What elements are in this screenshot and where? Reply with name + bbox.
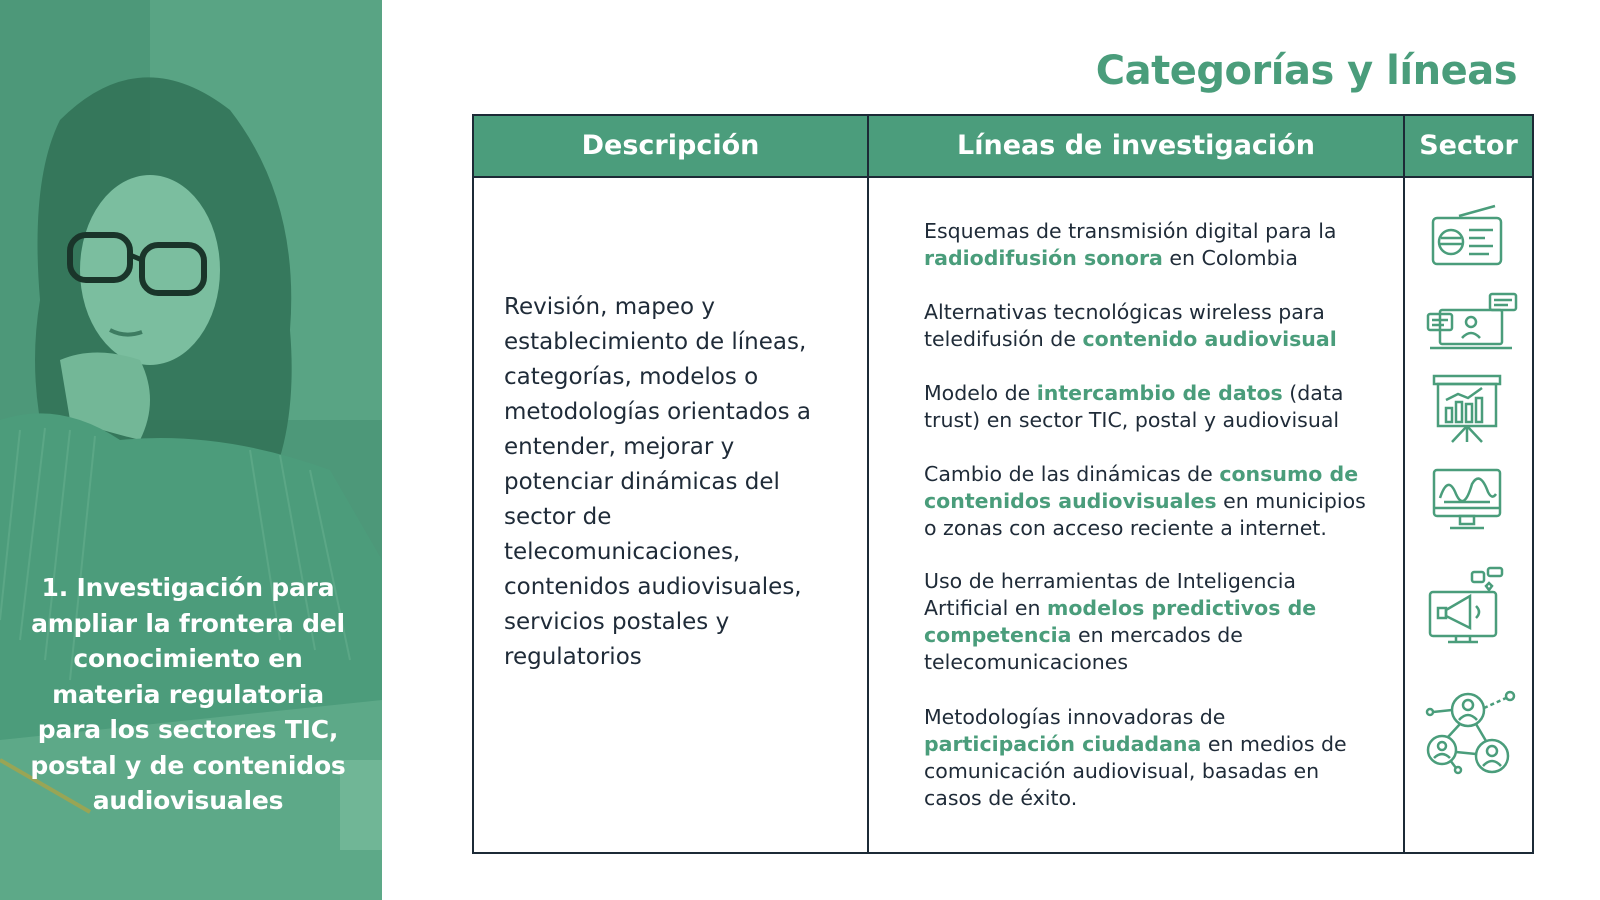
radio-icon xyxy=(1429,204,1505,268)
column-divider xyxy=(1403,116,1405,852)
column-divider xyxy=(867,116,869,852)
categories-table xyxy=(472,114,1534,854)
header-description: Descripción xyxy=(581,130,760,161)
header-research-lines: Líneas de investigación xyxy=(957,130,1315,161)
people-network-icon xyxy=(1424,690,1516,782)
table-header xyxy=(474,116,1532,178)
research-line: Uso de herramientas de Inteligencia Artificial en modelos predictivos de competencia en mercados de telecomunicaciones xyxy=(924,569,1317,674)
hero-photo-panel xyxy=(0,0,382,900)
monitor-wave-icon xyxy=(1432,468,1502,534)
research-line: Modelo de intercambio de datos (data trust) en sector TIC, postal y audiovisual xyxy=(924,381,1344,432)
research-line: Metodologías innovadoras de participación ciudadana en medios de comunicación audiovisual, basadas en casos de éxito. xyxy=(924,705,1347,810)
presentation-chart-icon xyxy=(1432,374,1502,444)
research-line: Alternativas tecnológicas wireless para teledifusión de contenido audiovisual xyxy=(924,300,1337,351)
research-line: Cambio de las dinámicas de consumo de contenidos audiovisuales en municipios o zonas con acceso reciente a internet. xyxy=(924,462,1366,540)
laptop-chat-icon xyxy=(1424,292,1518,352)
page-title: Categorías y líneas xyxy=(1095,48,1517,94)
header-sector: Sector xyxy=(1419,130,1518,161)
description-text: Revisión, mapeo y establecimiento de líneas, categorías, modelos o metodologías orientados a entender, mejorar y potenciar dinámicas del sector de telecomunicaciones, contenidos audiovisuales, servicios postales y regulatorios xyxy=(504,294,811,670)
section-title: 1. Investigación para ampliar la frontera del conocimiento en materia regulatoria para los sectores TIC, postal y de contenidos audiovisuales xyxy=(30,573,346,815)
megaphone-screen-icon xyxy=(1426,566,1506,646)
research-line: Esquemas de transmisión digital para la radiodifusión sonora en Colombia xyxy=(924,219,1337,270)
